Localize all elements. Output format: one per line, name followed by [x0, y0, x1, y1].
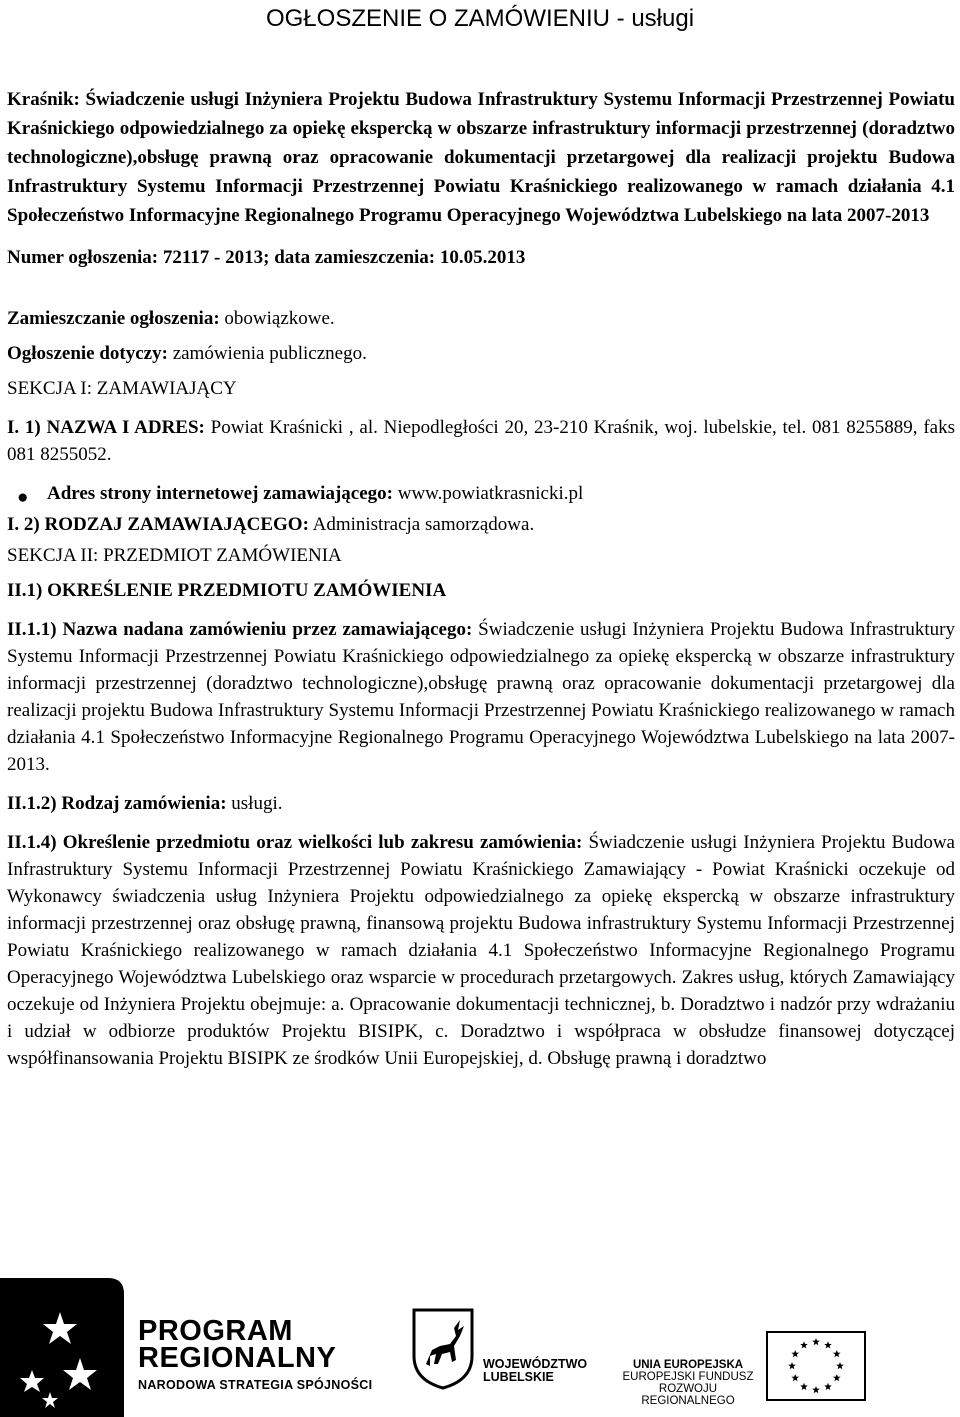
ue-line2: EUROPEJSKI FUNDUSZ — [622, 1371, 754, 1383]
program-line2: REGIONALNY — [138, 1342, 337, 1374]
placement-line — [7, 305, 955, 332]
ue-line1: UNIA EUROPEJSKA — [632, 1359, 744, 1371]
name-address-line — [7, 414, 955, 468]
woj-line2: LUBELSKIE — [483, 1370, 554, 1384]
scope-label: II.1.4) Określenie przedmiotu oraz wielkości lub zakresu zamówienia: — [7, 832, 583, 853]
intro-paragraph: Kraśnik: Świadczenie usługi Inżyniera Projektu Budowa Infrastruktury Systemu Informacji Przestrzennej Powiatu Kraśnickiego odpowiedzialnego za opiekę ekspercką w obszarze infrastruktury informacji przestrzennej (doradztwo technologiczne),obsługę prawną oraz opracowanie dokumentacji przetargowej dla realizacji projektu Budowa Infrastruktury Systemu Informacji Przestrzennej Powiatu Kraśnickiego realizowanego w ramach działania 4.1 Społeczeństwo Informacyjne Regionalnego Programu Operacyjnego Województwa Lubelskiego na lata 2007-2013 — [7, 89, 955, 226]
eu-flag-icon — [766, 1331, 866, 1401]
lubelskie-crest-icon — [410, 1306, 476, 1390]
scope-value: Świadczenie usługi Inżyniera Projektu Budowa Infrastruktury Systemu Informacji Przestrzennej Powiatu Kraśnickiego Zamawiający - Powiat Kraśnicki oczekuje od Wykonawcy świadczenia usług Inżyniera Projektu odpowiedzialnego za opiekę ekspercką w obszarze infrastruktury informacji przestrzennej oraz obsługę prawną, finansową projektu Budowa infrastruktury Systemu Informacji Przestrzennej Powiatu Kraśnickiego realizowanego w ramach działania 4.1 Społeczeństwo Informacyjne Regionalnego Programu Operacyjnego Województwa Lubelskiego oraz wsparcie w procedurach przetargowych. Zakres usług, których Zamawiający oczekuje od Inżyniera Projektu obejmuje: a. Opracowanie dokumentacji technicznej, b. Doradztwo i nadzór przy wdrażaniu i udział w odbiorze produktów Projektu BISIPK, c. Doradztwo i współpraca w obsłudze finansowej dotyczącej współfinansowania Projektu BISIPK ze środków Unii Europejskiej, d. Obsługę prawną i doradztwo — [7, 832, 955, 1069]
notice-number: Numer ogłoszenia: 72117 - 2013; data zamieszczenia: 10.05.2013 — [7, 247, 526, 268]
name-address-value: Powiat Kraśnicki , al. Niepodległości 20, 23-210 Kraśnik, woj. lubelskie, tel. 081 8255889, faks 081 8255052. — [7, 417, 955, 465]
document-title: OGŁOSZENIE O ZAMÓWIENIU - usługi — [265, 5, 695, 32]
eu-fund-text — [618, 1359, 758, 1407]
ue-line3: ROZWOJU REGIONALNEGO — [641, 1383, 735, 1407]
program-regionalny-logo-icon — [0, 1278, 136, 1417]
program-line3: NARODOWA STRATEGIA SPÓJNOŚCI — [138, 1378, 373, 1392]
buyer-type-line — [7, 511, 955, 538]
wojewodztwo-text — [483, 1358, 587, 1384]
website-bullet — [7, 480, 955, 507]
website-label: Adres strony internetowej zamawiającego: — [47, 483, 393, 504]
buyer-type-label: I. 2) RODZAJ ZAMAWIAJĄCEGO: — [7, 514, 309, 535]
order-name-label: II.1.1) Nazwa nadana zamówieniu przez zamawiającego: — [7, 619, 473, 640]
woj-line1: WOJEWÓDZTWO — [483, 1357, 588, 1371]
scope-paragraph — [7, 829, 955, 1072]
section-2-title: SEKCJA II: PRZEDMIOT ZAMÓWIENIA — [7, 545, 342, 566]
program-regionalny-text — [138, 1315, 373, 1392]
section-1-title: SEKCJA I: ZAMAWIAJĄCY — [7, 378, 237, 399]
concerns-label: Ogłoszenie dotyczy: — [7, 343, 168, 364]
buyer-type-value: Administracja samorządowa. — [308, 514, 535, 535]
concerns-value: zamówienia publicznego. — [167, 343, 367, 364]
concerns-line — [7, 340, 955, 367]
order-type-label: II.1.2) Rodzaj zamówienia: — [7, 793, 227, 814]
placement-value: obowiązkowe. — [219, 308, 335, 329]
order-name-value: Świadczenie usługi Inżyniera Projektu Budowa Infrastruktury Systemu Informacji Przestrzennej Powiatu Kraśnickiego odpowiedzialnego za opiekę ekspercką w obszarze infrastruktury informacji przestrzennej (doradztwo technologiczne),obsługę prawną oraz opracowanie dokumentacji przetargowej dla realizacji projektu Budowa Infrastruktury Systemu Informacji Przestrzennej Powiatu Kraśnickiego realizowanego w ramach działania 4.1 Społeczeństwo Informacyjne Regionalnego Programu Operacyjnego Województwa Lubelskiego na lata 2007-2013. — [7, 619, 955, 775]
website-value[interactable]: www.powiatkrasnicki.pl — [392, 483, 584, 504]
program-line1: PROGRAM — [138, 1315, 293, 1347]
bullet-dot-icon: ● — [17, 487, 29, 508]
name-address-label: I. 1) NAZWA I ADRES: — [7, 417, 205, 438]
order-type-value: usługi. — [226, 793, 283, 814]
subject-heading: II.1) OKREŚLENIE PRZEDMIOTU ZAMÓWIENIA — [7, 580, 447, 601]
placement-label: Zamieszczanie ogłoszenia: — [7, 308, 220, 329]
footer-logos — [0, 1278, 960, 1417]
document-body — [7, 85, 955, 1072]
order-type-line — [7, 790, 955, 817]
order-name-paragraph — [7, 616, 955, 778]
